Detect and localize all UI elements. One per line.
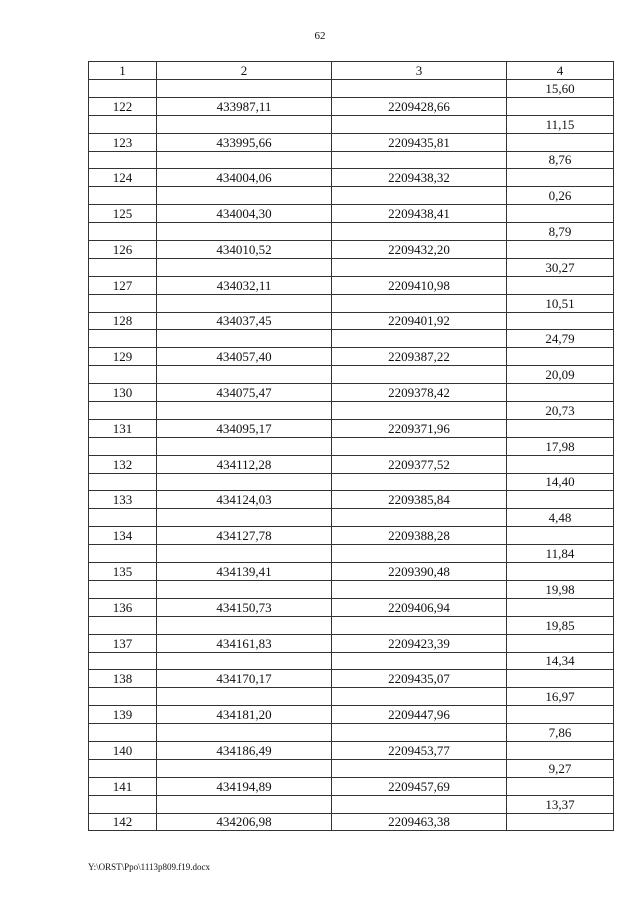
distance-cell (507, 241, 614, 259)
point-number-cell: 122 (89, 97, 157, 115)
distance-cell (507, 670, 614, 688)
footer-file-path: Y:\ORST\Ppo\1113p809.f19.docx (88, 862, 211, 872)
point-number-cell: 134 (89, 527, 157, 545)
distance-cell: 10,51 (507, 294, 614, 312)
table-row (89, 580, 614, 598)
table-row (89, 491, 614, 509)
point-number-cell (89, 795, 157, 813)
y-coordinate-cell: 2209388,28 (332, 527, 507, 545)
y-coordinate-cell (332, 151, 507, 169)
table-row (89, 634, 614, 652)
y-coordinate-cell (332, 545, 507, 563)
y-coordinate-cell: 2209438,32 (332, 169, 507, 187)
point-number-cell (89, 187, 157, 205)
distance-cell: 9,27 (507, 759, 614, 777)
y-coordinate-cell: 2209435,81 (332, 133, 507, 151)
x-coordinate-cell: 434124,03 (157, 491, 332, 509)
distance-cell (507, 706, 614, 724)
table-row (89, 223, 614, 241)
point-number-cell (89, 151, 157, 169)
x-coordinate-cell (157, 402, 332, 420)
y-coordinate-cell: 2209401,92 (332, 312, 507, 330)
x-coordinate-cell: 434181,20 (157, 706, 332, 724)
y-coordinate-cell: 2209377,52 (332, 455, 507, 473)
point-number-cell (89, 402, 157, 420)
table-row (89, 187, 614, 205)
x-coordinate-cell: 434186,49 (157, 741, 332, 759)
table-row (89, 724, 614, 742)
point-number-cell: 139 (89, 706, 157, 724)
point-number-cell (89, 724, 157, 742)
x-coordinate-cell: 433987,11 (157, 97, 332, 115)
table-row (89, 384, 614, 402)
point-number-cell (89, 437, 157, 455)
y-coordinate-cell: 2209432,20 (332, 241, 507, 259)
distance-cell (507, 777, 614, 795)
point-number-cell: 130 (89, 384, 157, 402)
distance-cell: 8,76 (507, 151, 614, 169)
distance-cell: 19,85 (507, 616, 614, 634)
y-coordinate-cell: 2209457,69 (332, 777, 507, 795)
table-row (89, 688, 614, 706)
table-row (89, 759, 614, 777)
point-number-cell (89, 294, 157, 312)
x-coordinate-cell (157, 223, 332, 241)
column-header-point: 1 (89, 62, 157, 80)
table-row (89, 509, 614, 527)
x-coordinate-cell (157, 294, 332, 312)
distance-cell: 24,79 (507, 330, 614, 348)
table-row (89, 294, 614, 312)
x-coordinate-cell (157, 545, 332, 563)
x-coordinate-cell (157, 437, 332, 455)
x-coordinate-cell: 434057,40 (157, 348, 332, 366)
y-coordinate-cell: 2209410,98 (332, 276, 507, 294)
point-number-cell (89, 688, 157, 706)
y-coordinate-cell: 2209447,96 (332, 706, 507, 724)
x-coordinate-cell: 434112,28 (157, 455, 332, 473)
distance-cell: 11,15 (507, 115, 614, 133)
distance-cell (507, 598, 614, 616)
distance-cell (507, 384, 614, 402)
y-coordinate-cell (332, 724, 507, 742)
x-coordinate-cell: 434150,73 (157, 598, 332, 616)
point-number-cell: 132 (89, 455, 157, 473)
x-coordinate-cell (157, 330, 332, 348)
table-row (89, 670, 614, 688)
point-number-cell (89, 223, 157, 241)
x-coordinate-cell: 434095,17 (157, 419, 332, 437)
distance-cell (507, 205, 614, 223)
table-row (89, 80, 614, 98)
point-number-cell: 123 (89, 133, 157, 151)
y-coordinate-cell: 2209453,77 (332, 741, 507, 759)
table-row (89, 169, 614, 187)
table-row (89, 366, 614, 384)
distance-cell: 17,98 (507, 437, 614, 455)
x-coordinate-cell (157, 115, 332, 133)
table-row (89, 616, 614, 634)
point-number-cell: 125 (89, 205, 157, 223)
distance-cell: 8,79 (507, 223, 614, 241)
point-number-cell: 138 (89, 670, 157, 688)
point-number-cell (89, 759, 157, 777)
column-header-x: 2 (157, 62, 332, 80)
table-row (89, 133, 614, 151)
table-row (89, 706, 614, 724)
distance-cell (507, 312, 614, 330)
y-coordinate-cell (332, 258, 507, 276)
table-body (89, 80, 614, 831)
distance-cell (507, 813, 614, 831)
table-row (89, 545, 614, 563)
y-coordinate-cell: 2209390,48 (332, 563, 507, 581)
point-number-cell: 136 (89, 598, 157, 616)
y-coordinate-cell: 2209387,22 (332, 348, 507, 366)
y-coordinate-cell (332, 366, 507, 384)
point-number-cell: 129 (89, 348, 157, 366)
distance-cell: 14,34 (507, 652, 614, 670)
page-number: 62 (314, 30, 326, 42)
point-number-cell: 133 (89, 491, 157, 509)
distance-cell (507, 455, 614, 473)
table-row (89, 437, 614, 455)
x-coordinate-cell (157, 258, 332, 276)
y-coordinate-cell (332, 402, 507, 420)
table-row (89, 419, 614, 437)
distance-cell: 7,86 (507, 724, 614, 742)
table-row (89, 241, 614, 259)
coordinates-table (88, 61, 614, 831)
x-coordinate-cell (157, 151, 332, 169)
table-row (89, 151, 614, 169)
y-coordinate-cell: 2209385,84 (332, 491, 507, 509)
table-row (89, 348, 614, 366)
column-header-distance: 4 (507, 62, 614, 80)
y-coordinate-cell (332, 223, 507, 241)
distance-cell: 16,97 (507, 688, 614, 706)
point-number-cell (89, 258, 157, 276)
y-coordinate-cell: 2209435,07 (332, 670, 507, 688)
distance-cell (507, 419, 614, 437)
point-number-cell (89, 616, 157, 634)
table-row (89, 795, 614, 813)
y-coordinate-cell (332, 330, 507, 348)
table-row (89, 563, 614, 581)
distance-cell (507, 348, 614, 366)
distance-cell: 13,37 (507, 795, 614, 813)
table-row (89, 473, 614, 491)
x-coordinate-cell: 434161,83 (157, 634, 332, 652)
distance-cell (507, 169, 614, 187)
distance-cell: 19,98 (507, 580, 614, 598)
x-coordinate-cell (157, 473, 332, 491)
y-coordinate-cell (332, 580, 507, 598)
x-coordinate-cell: 434004,06 (157, 169, 332, 187)
distance-cell (507, 563, 614, 581)
x-coordinate-cell: 434127,78 (157, 527, 332, 545)
table-row (89, 312, 614, 330)
distance-cell: 20,73 (507, 402, 614, 420)
x-coordinate-cell: 434010,52 (157, 241, 332, 259)
point-number-cell (89, 545, 157, 563)
x-coordinate-cell (157, 80, 332, 98)
point-number-cell: 141 (89, 777, 157, 795)
y-coordinate-cell (332, 115, 507, 133)
distance-cell: 0,26 (507, 187, 614, 205)
y-coordinate-cell: 2209406,94 (332, 598, 507, 616)
x-coordinate-cell: 434139,41 (157, 563, 332, 581)
table-row (89, 258, 614, 276)
point-number-cell: 126 (89, 241, 157, 259)
point-number-cell (89, 580, 157, 598)
point-number-cell: 131 (89, 419, 157, 437)
x-coordinate-cell (157, 652, 332, 670)
point-number-cell: 128 (89, 312, 157, 330)
x-coordinate-cell: 434206,98 (157, 813, 332, 831)
point-number-cell (89, 366, 157, 384)
table-row (89, 402, 614, 420)
point-number-cell: 135 (89, 563, 157, 581)
distance-cell: 11,84 (507, 545, 614, 563)
table-row (89, 598, 614, 616)
table-row (89, 276, 614, 294)
table-row (89, 97, 614, 115)
y-coordinate-cell: 2209371,96 (332, 419, 507, 437)
x-coordinate-cell: 434194,89 (157, 777, 332, 795)
table-row (89, 330, 614, 348)
y-coordinate-cell (332, 80, 507, 98)
table-row (89, 455, 614, 473)
y-coordinate-cell: 2209378,42 (332, 384, 507, 402)
y-coordinate-cell (332, 473, 507, 491)
x-coordinate-cell (157, 795, 332, 813)
table-row (89, 777, 614, 795)
y-coordinate-cell (332, 795, 507, 813)
x-coordinate-cell (157, 724, 332, 742)
distance-cell: 4,48 (507, 509, 614, 527)
distance-cell: 30,27 (507, 258, 614, 276)
table-header-row (89, 62, 614, 80)
point-number-cell (89, 80, 157, 98)
point-number-cell: 137 (89, 634, 157, 652)
table-row (89, 527, 614, 545)
point-number-cell: 124 (89, 169, 157, 187)
x-coordinate-cell (157, 688, 332, 706)
y-coordinate-cell (332, 616, 507, 634)
point-number-cell: 142 (89, 813, 157, 831)
y-coordinate-cell (332, 509, 507, 527)
y-coordinate-cell (332, 187, 507, 205)
distance-cell: 15,60 (507, 80, 614, 98)
x-coordinate-cell (157, 366, 332, 384)
point-number-cell: 140 (89, 741, 157, 759)
distance-cell (507, 527, 614, 545)
x-coordinate-cell (157, 580, 332, 598)
x-coordinate-cell: 434170,17 (157, 670, 332, 688)
y-coordinate-cell (332, 652, 507, 670)
x-coordinate-cell (157, 187, 332, 205)
y-coordinate-cell (332, 437, 507, 455)
table-row (89, 205, 614, 223)
x-coordinate-cell: 434075,47 (157, 384, 332, 402)
point-number-cell (89, 115, 157, 133)
x-coordinate-cell (157, 759, 332, 777)
y-coordinate-cell: 2209428,66 (332, 97, 507, 115)
table-row (89, 741, 614, 759)
point-number-cell (89, 509, 157, 527)
x-coordinate-cell: 434032,11 (157, 276, 332, 294)
table-row (89, 115, 614, 133)
x-coordinate-cell (157, 616, 332, 634)
y-coordinate-cell (332, 688, 507, 706)
distance-cell (507, 97, 614, 115)
column-header-y: 3 (332, 62, 507, 80)
point-number-cell (89, 473, 157, 491)
y-coordinate-cell: 2209463,38 (332, 813, 507, 831)
distance-cell (507, 634, 614, 652)
distance-cell (507, 276, 614, 294)
distance-cell: 14,40 (507, 473, 614, 491)
x-coordinate-cell: 433995,66 (157, 133, 332, 151)
y-coordinate-cell: 2209423,39 (332, 634, 507, 652)
distance-cell (507, 491, 614, 509)
point-number-cell (89, 330, 157, 348)
distance-cell: 20,09 (507, 366, 614, 384)
table-row (89, 652, 614, 670)
y-coordinate-cell (332, 294, 507, 312)
y-coordinate-cell: 2209438,41 (332, 205, 507, 223)
distance-cell (507, 741, 614, 759)
distance-cell (507, 133, 614, 151)
x-coordinate-cell (157, 509, 332, 527)
x-coordinate-cell: 434037,45 (157, 312, 332, 330)
point-number-cell (89, 652, 157, 670)
point-number-cell: 127 (89, 276, 157, 294)
table-row (89, 813, 614, 831)
y-coordinate-cell (332, 759, 507, 777)
x-coordinate-cell: 434004,30 (157, 205, 332, 223)
